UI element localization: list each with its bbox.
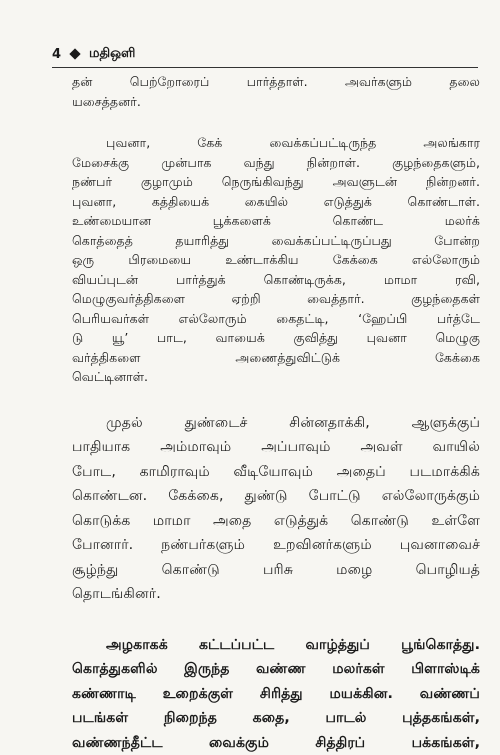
text-line: கொத்துகளில் இருந்த வண்ண மலர்கள் பிளாஸ்டிக் xyxy=(72,657,480,682)
page-header xyxy=(52,44,135,64)
text-line: போட, காமிராவும் வீடியோவும் அதைப் படமாக்கிக் xyxy=(72,460,480,485)
page-number: 4 xyxy=(52,47,61,62)
text-line: வர்த்திகளை அணைத்துவிட்டுக் கேக்கை xyxy=(72,348,480,368)
text-line: பெரியவர்கள் எல்லோரும் கைதட்டி, ‘ஹேப்பி பர்த்டே xyxy=(72,309,480,329)
text-line: தொடங்கினர். xyxy=(72,582,480,607)
text-line: புவனா, கத்தியைக் கையில் எடுத்துக் கொண்டாள். xyxy=(72,192,480,212)
body-text xyxy=(72,72,480,755)
text-line: பாதியாக அம்மாவும் அப்பாவும் அவள் வாயில் xyxy=(72,435,480,460)
text-line: ஒரு பிரமையை உண்டாக்கிய கேக்கை எல்லோரும் xyxy=(72,250,480,270)
text-line: வியப்புடன் பார்த்துக் கொண்டிருக்க, மாமா ரவி, xyxy=(72,270,480,290)
text-line: கொடுக்க மாமா அதை எடுத்துக் கொண்டு உள்ளே xyxy=(72,509,480,534)
text-line: கண்ணாடி உறைக்குள் சிரித்து மயக்கின. வண்ணப் xyxy=(72,682,480,707)
text-line: அழகாகக் கட்டப்பட்ட வாழ்த்துப் பூங்கொத்து. xyxy=(72,633,480,658)
text-line: உண்மையான பூக்களைக் கொண்ட மலர்க் xyxy=(72,211,480,231)
text-line: கொத்தைத் தயாரித்து வைக்கப்பட்டிருப்பது போன்ற xyxy=(72,231,480,251)
header-rule xyxy=(52,67,478,68)
text-line: சூழ்ந்து கொண்டு பரிசு மழை பொழியத் xyxy=(72,558,480,583)
diamond-ornament-icon xyxy=(69,48,80,59)
paragraph-2 xyxy=(72,133,480,387)
text-line: மெழுகுவர்த்திகளை ஏற்றி வைத்தார். குழந்தைகள் xyxy=(72,289,480,309)
text-line: மேசைக்கு முன்பாக வந்து நின்றாள். குழந்தைகளும், xyxy=(72,153,480,173)
text-line: புவனா, கேக் வைக்கப்பட்டிருந்த அலங்கார xyxy=(72,133,480,153)
text-line: நண்பர் குழாமும் நெருங்கிவந்து அவளுடன் நின்றனர். xyxy=(72,172,480,192)
text-line: டு யூ’ பாட, வாயைக் குவித்து புவனா மெழுகு xyxy=(72,328,480,348)
text-line: வெட்டினாள். xyxy=(72,367,480,387)
running-title: மதிஒளி xyxy=(89,46,135,62)
paragraph-1 xyxy=(72,72,480,111)
text-line: தன் பெற்றோரைப் பார்த்தாள். அவர்களும் தலை xyxy=(72,72,480,92)
text-line: வண்ணந்தீட்ட வைக்கும் சித்திரப் பக்கங்கள், xyxy=(72,731,480,755)
text-line: யசைத்தனர். xyxy=(72,92,480,112)
paragraph-3 xyxy=(72,411,480,607)
text-line: போனார். நண்பர்களும் உறவினர்களும் புவனாவைச் xyxy=(72,533,480,558)
text-line: கொண்டன. கேக்கை, துண்டு போட்டு எல்லோருக்கும் xyxy=(72,484,480,509)
paragraph-4 xyxy=(72,633,480,755)
text-line: படங்கள் நிறைந்த கதை, பாடல் புத்தகங்கள், xyxy=(72,706,480,731)
text-line: முதல் துண்டைச் சின்னதாக்கி, ஆளுக்குப் xyxy=(72,411,480,436)
